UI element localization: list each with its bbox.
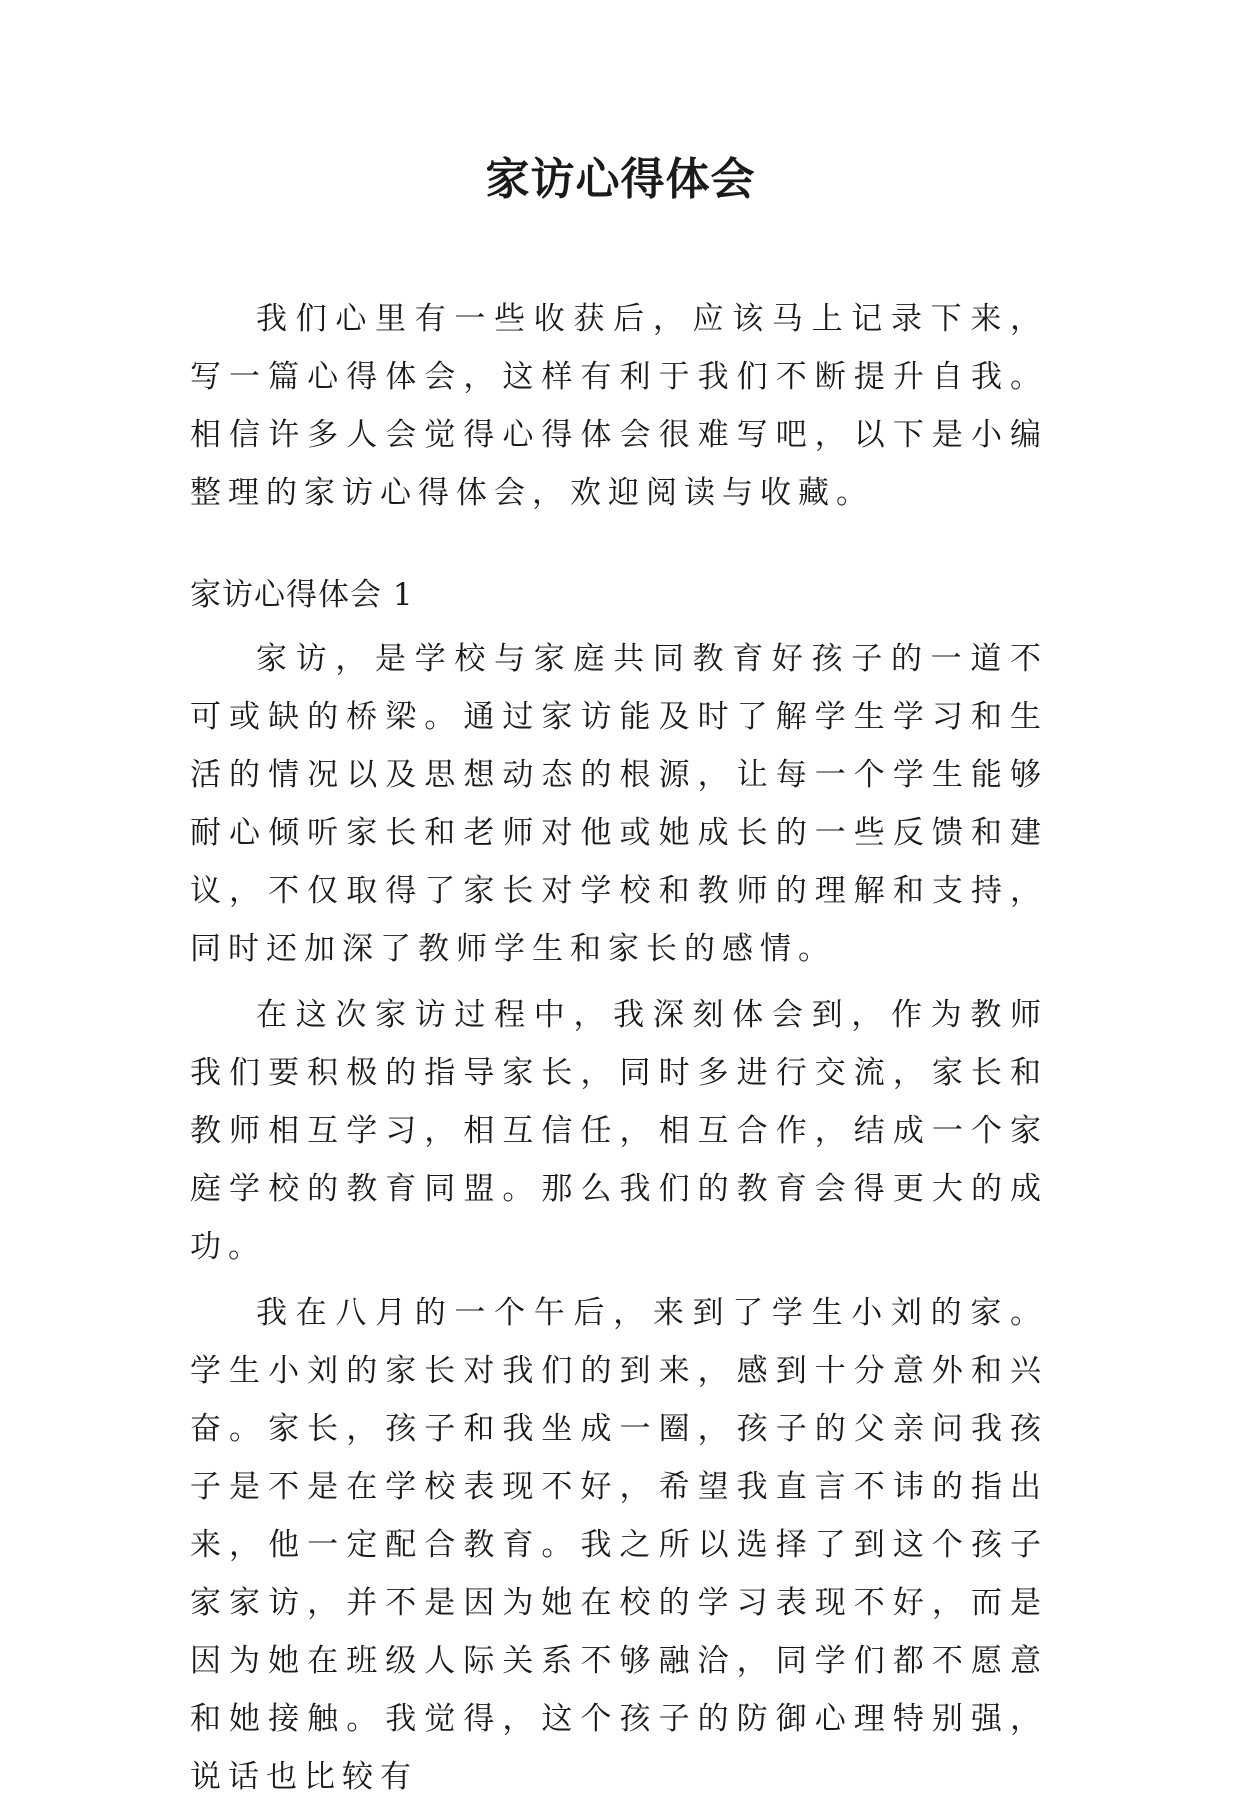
intro-paragraph: 我们心里有一些收获后，应该马上记录下来，写一篇心得体会，这样有利于我们不断提升自我。相信许多人会觉得心得体会很难写吧，以下是小编整理的家访心得体会，欢迎阅读与收藏。: [190, 301, 1048, 511]
section-heading: 家访心得体会 1: [190, 577, 414, 613]
body-paragraph-2: 在这次家访过程中，我深刻体会到，作为教师我们要积极的指导家长，同时多进行交流，家长和教师相互学习，相互信任，相互合作，结成一个家庭学校的教育同盟。那么我们的教育会得更大的成功。: [190, 997, 1048, 1265]
body-paragraph-3: 我在八月的一个午后，来到了学生小刘的家。学生小刘的家长对我们的到来，感到十分意外和兴奋。家长，孩子和我坐成一圈，孩子的父亲问我孩子是不是在学校表现不好，希望我直言不讳的指出来，他一定配合教育。我之所以选择了到这个孩子家家访，并不是因为她在校的学习表现不好，而是因为她在班级人际关系不够融洽，同学们都不愿意和她接触。我觉得，这个孩子的防御心理特别强，说话也比较有: [190, 1295, 1048, 1795]
document-body: [190, 290, 1048, 1806]
document-title: 家访心得体会: [485, 154, 756, 205]
body-paragraph-1: 家访，是学校与家庭共同教育好孩子的一道不可或缺的桥梁。通过家访能及时了解学生学习和生活的情况以及思想动态的根源，让每一个学生能够耐心倾听家长和老师对他或她成长的一些反馈和建议，不仅取得了家长对学校和教师的理解和支持，同时还加深了教师学生和家长的感情。: [190, 641, 1048, 967]
